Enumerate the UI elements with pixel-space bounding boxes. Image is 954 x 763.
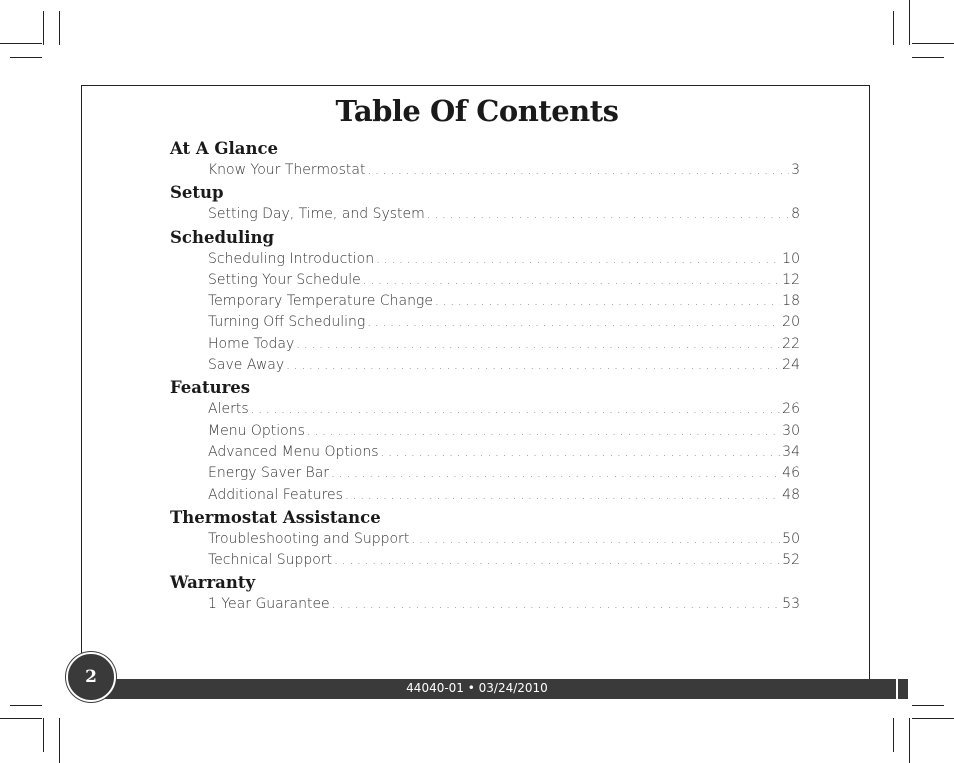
toc-entry-page: 20 bbox=[780, 312, 800, 333]
crop-mark bbox=[893, 718, 894, 752]
toc-entry-page: 18 bbox=[780, 291, 800, 312]
crop-mark bbox=[0, 43, 42, 44]
dot-leader bbox=[367, 312, 780, 333]
crop-mark bbox=[893, 11, 894, 45]
toc-entry-page: 22 bbox=[780, 334, 800, 355]
toc-entry bbox=[208, 421, 800, 442]
dot-leader bbox=[332, 594, 780, 615]
dot-leader bbox=[376, 249, 780, 270]
crop-mark bbox=[912, 705, 944, 706]
toc-entry-page: 34 bbox=[780, 442, 800, 463]
toc-entry-label: Turning Off Scheduling bbox=[208, 312, 367, 333]
toc-entry-label: Additional Features bbox=[208, 485, 345, 506]
toc-entry-label: Know Your Thermostat bbox=[208, 160, 367, 181]
toc-entry-label: Home Today bbox=[208, 334, 296, 355]
toc-entry-page: 46 bbox=[780, 463, 800, 484]
dot-leader bbox=[286, 355, 780, 376]
toc-entry bbox=[208, 270, 800, 291]
toc-entry-page: 3 bbox=[789, 160, 800, 181]
dot-leader bbox=[381, 442, 781, 463]
toc-entry-page: 53 bbox=[780, 594, 800, 615]
section-heading: Warranty bbox=[170, 573, 256, 593]
dot-leader bbox=[331, 463, 780, 484]
crop-mark bbox=[912, 43, 954, 44]
table-of-contents bbox=[170, 137, 800, 616]
dot-leader bbox=[307, 421, 780, 442]
dot-leader bbox=[411, 529, 780, 550]
dot-leader bbox=[363, 270, 780, 291]
toc-entry bbox=[208, 355, 800, 376]
crop-mark bbox=[912, 57, 944, 58]
dot-leader bbox=[435, 291, 780, 312]
toc-entry bbox=[208, 463, 800, 484]
toc-entry-label: Setting Your Schedule bbox=[208, 270, 363, 291]
toc-entry bbox=[208, 291, 800, 312]
toc-entry-label: Setting Day, Time, and System bbox=[208, 204, 427, 225]
crop-mark bbox=[43, 718, 44, 752]
crop-mark bbox=[0, 718, 42, 719]
toc-entry bbox=[208, 334, 800, 355]
crop-mark bbox=[909, 718, 910, 763]
toc-entry-label: Save Away bbox=[208, 355, 286, 376]
crop-mark bbox=[10, 57, 42, 58]
toc-entry bbox=[208, 550, 800, 571]
toc-entry bbox=[208, 529, 800, 550]
dot-leader bbox=[367, 160, 789, 181]
toc-entry-page: 8 bbox=[789, 204, 800, 225]
section-heading: Setup bbox=[170, 183, 224, 203]
dot-leader bbox=[334, 550, 780, 571]
toc-entry-label: Energy Saver Bar bbox=[208, 463, 331, 484]
dot-leader bbox=[296, 334, 780, 355]
toc-entry bbox=[208, 249, 800, 270]
toc-entry bbox=[208, 442, 800, 463]
toc-entry-page: 12 bbox=[780, 270, 800, 291]
toc-entry bbox=[208, 594, 800, 615]
toc-entry-label: Alerts bbox=[208, 399, 251, 420]
toc-entry-label: Advanced Menu Options bbox=[208, 442, 381, 463]
toc-entry-label: Troubleshooting and Support bbox=[208, 529, 411, 550]
toc-entry-label: 1 Year Guarantee bbox=[208, 594, 332, 615]
footer-doc-info: 44040-01 • 03/24/2010 bbox=[406, 681, 548, 695]
crop-mark bbox=[10, 705, 42, 706]
toc-entry-label: Menu Options bbox=[208, 421, 307, 442]
page-number-badge: 2 bbox=[66, 652, 116, 702]
toc-entry-page: 10 bbox=[780, 249, 800, 270]
crop-mark bbox=[59, 718, 60, 763]
section-heading: At A Glance bbox=[170, 139, 279, 158]
toc-entry-label: Temporary Temperature Change bbox=[208, 291, 435, 312]
dot-leader bbox=[251, 399, 781, 420]
crop-mark bbox=[43, 11, 44, 45]
crop-mark bbox=[909, 0, 910, 45]
toc-entry-page: 48 bbox=[780, 485, 800, 506]
dot-leader bbox=[345, 485, 780, 506]
toc-entry-label: Technical Support bbox=[208, 550, 334, 571]
toc-entry bbox=[208, 485, 800, 506]
dot-leader bbox=[427, 204, 789, 225]
toc-entry-page: 50 bbox=[780, 529, 800, 550]
toc-entry-page: 52 bbox=[780, 550, 800, 571]
toc-entry-label: Scheduling Introduction bbox=[208, 249, 376, 270]
crop-mark bbox=[912, 718, 954, 719]
section-heading: Features bbox=[170, 378, 251, 398]
toc-entry-page: 26 bbox=[780, 399, 800, 420]
toc-entry bbox=[208, 312, 800, 333]
page-title: Table Of Contents bbox=[335, 94, 619, 128]
toc-entry bbox=[208, 204, 800, 225]
toc-entry-page: 24 bbox=[780, 355, 800, 376]
toc-entry bbox=[208, 399, 800, 420]
crop-mark bbox=[59, 11, 60, 45]
toc-entry bbox=[208, 160, 800, 181]
section-heading: Scheduling bbox=[170, 227, 275, 247]
toc-entry-page: 30 bbox=[780, 421, 800, 442]
section-heading: Thermostat Assistance bbox=[170, 507, 381, 527]
